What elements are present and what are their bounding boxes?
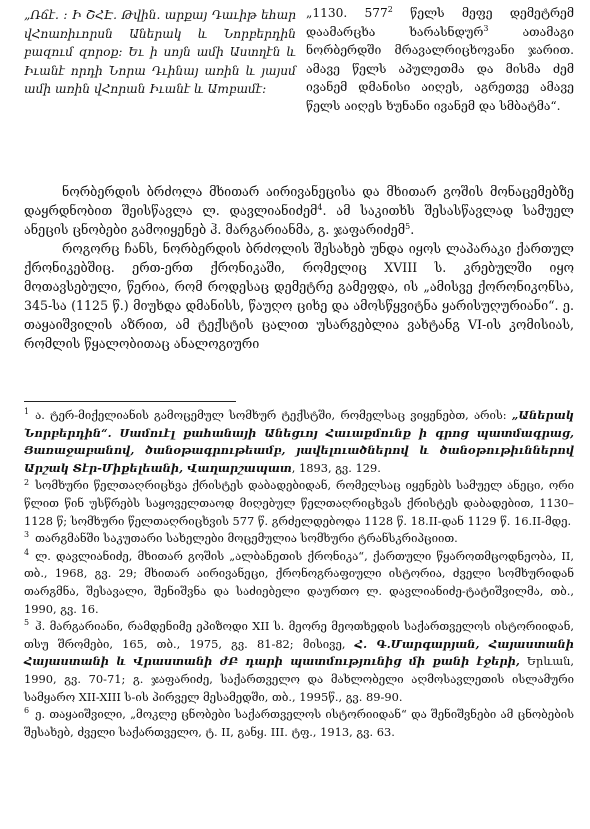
footnote-1: $^1$ ა. ტერ-მიქელიანის გამოცემულ სომხურ ტექსტში, რომელსაც ვიყენებთ, არის: „Աներակ Նորբերդին“. Սամուէլ քահանայի Անեցւոյ Հաւաքմունք ի գրոց պատմագրաց, Յառաջաբանով, ծանօթագրութեամբ, յավելուածներով և ծանօթութիւններով Արշակ Տէր-Միքելեանի, Վաղարշապատ, 1893, გვ. 129. [24,407,574,475]
georgian-translation-text: „1130. 577$^2$ წელს მეფე დემეტრემ დაამარცხა ხარასნდურ$^3$ ათამაგი ნორბერდში მრავალრიცხოვანი ჯარით. ამავე წელს აპულეთმა და მისმა ძემ ივანემ დმანისი აიღეს, აგრეთვე ამავე წელს აიღეს ხუნანი ივანემ და სმბატმა“. [306,4,574,113]
footnote-5: $^5$ ჰ. მარგარიანი, რამდენიმე ეპიზოდი XII ს. მეორე მეოთხედის საქართველოს ისტორიიდან, თსუ შრომები, 165, თბ., 1975, გვ. 81-82; მისივე, Հ. Գ.Մարգարյան, Հայաստանի Հայաստանի և Վրաստանի ժԲ դարի պատմությունից մի քանի էջերի, Երևան, 1990, გვ. 70-71; გ. ჯაფარიძე, საქართველო და მახლობელი აღმოსავლეთის ისლამური სამყარო XII-XIII ს-ის პირველ მესამედში, თბ., 1995წ., გვ. 89-90. [24,618,574,704]
body-paragraph-2: როგორც ჩანს, ნორბერდის ბრძოლის შესახებ უნდა იყოს ლაპარაკი ქართულ ქრონიკებშიც. ერთ-ერთ ქრონიკაში, რომელიც XVIII ს. კრებულში იყო მოთავსებული, წერია, რომ როდესაც დემეტრე გამეფდა, ის „ამისვე ქორონიკონსა, 345-სა (1125 წ.) მიუხდა დმანისს, წაუღო ციხე და ამოსწყვიტნა ყარისუღურიანი“. ე. თაყაიშვილის აზრით, ამ ტექსტის ცალით უსარგებლია ვახტანგ VI-ის კომისიას, რომლის წყალობითაც ანალოგიური [24,241,574,351]
footnote-2: $^2$ სომხური წელთაღრიცხვა ქრისტეს დაბადებიდან, რომელსაც იყენებს სამუელ ანეცი, ორი წლით წინ უსწრებს საყოველთაოდ მიღებულ წელთაღრიცხვას ქრისტეს დაბადებით, 1130–1128 წ; სომხური წელთაღრიცხვის 577 წ. გრძელდებოდა 1128 წ. 18.II-დან 1129 წ. 16.II-მდე. [24,477,574,528]
armenian-quote-text: „Ռճէ. ։ Ի ՇՀԷ. Թվին. արքայ Դաւիթ եհար վՀոառիւորսն Աներակ և Նորբերդին բազում զորօք։ Եւ ի սոյն ամի Աստղէն և Իւանէ որդի Նորա Դւինայ առին և յայսմ ամի առին վՀորան Իւանէ և Աmբամէ։ [24,8,296,97]
body-paragraph-1: ნორბერდის ბრძოლა მხითარ აირივანეცისა და მხითარ გოშის მონაცემებზე დაყრდნობით შეისწავლა ლ. დავლიანიძემ$^4$. ამ საკითხს შესასწავლად სამუელ ანეცის ცნობები გამოიყენებ ჰ. მარგარიანმა, გ. ჯაფარიძემ$^5$. [24,184,574,237]
footnote-6: $^6$ ე. თაყაიშვილი, „მოკლე ცნობები საქართველოს ისტორიიდან“ და შენიშვნები ამ ცნობების შესახებ, ძველი საქართველო, ტ. II, განყ. III. ტფ., 1913, გვ. 63. [24,706,574,739]
footnotes [24,407,574,741]
footnote-ref-5: 5 [405,221,411,231]
main-body-text [24,182,574,353]
footnote-4: $^4$ ლ. დავლიანიძე, მხითარ გოშის „ალბანეთის ქრონიკა“, ქართული წყაროთმცოდნეობა, II, თბ., 1968, გვ. 29; მხითარ აირივანეცი, ქრონოგრაფიული ისტორია, ძველი სომხურიდან თარგმნა, შესავალი, შენიშვნა და საძიებელი დაურთო ლ. დავლიანიძე-ტატიშვილმა, თბ., 1990, გვ. 16. [24,547,574,616]
footnote-ref-4: 4 [317,202,323,212]
footnote-ref-2: 2 [387,4,393,14]
footnote-separator [24,401,236,402]
armenian-quote [24,6,296,99]
footnote-3: $^3$ თარგმანში საკუთარი სახელები მოცემულია სომხური ტრანსკრიპციით. [24,530,458,546]
georgian-translation [306,4,574,116]
footnote-ref-3: 3 [483,23,489,33]
